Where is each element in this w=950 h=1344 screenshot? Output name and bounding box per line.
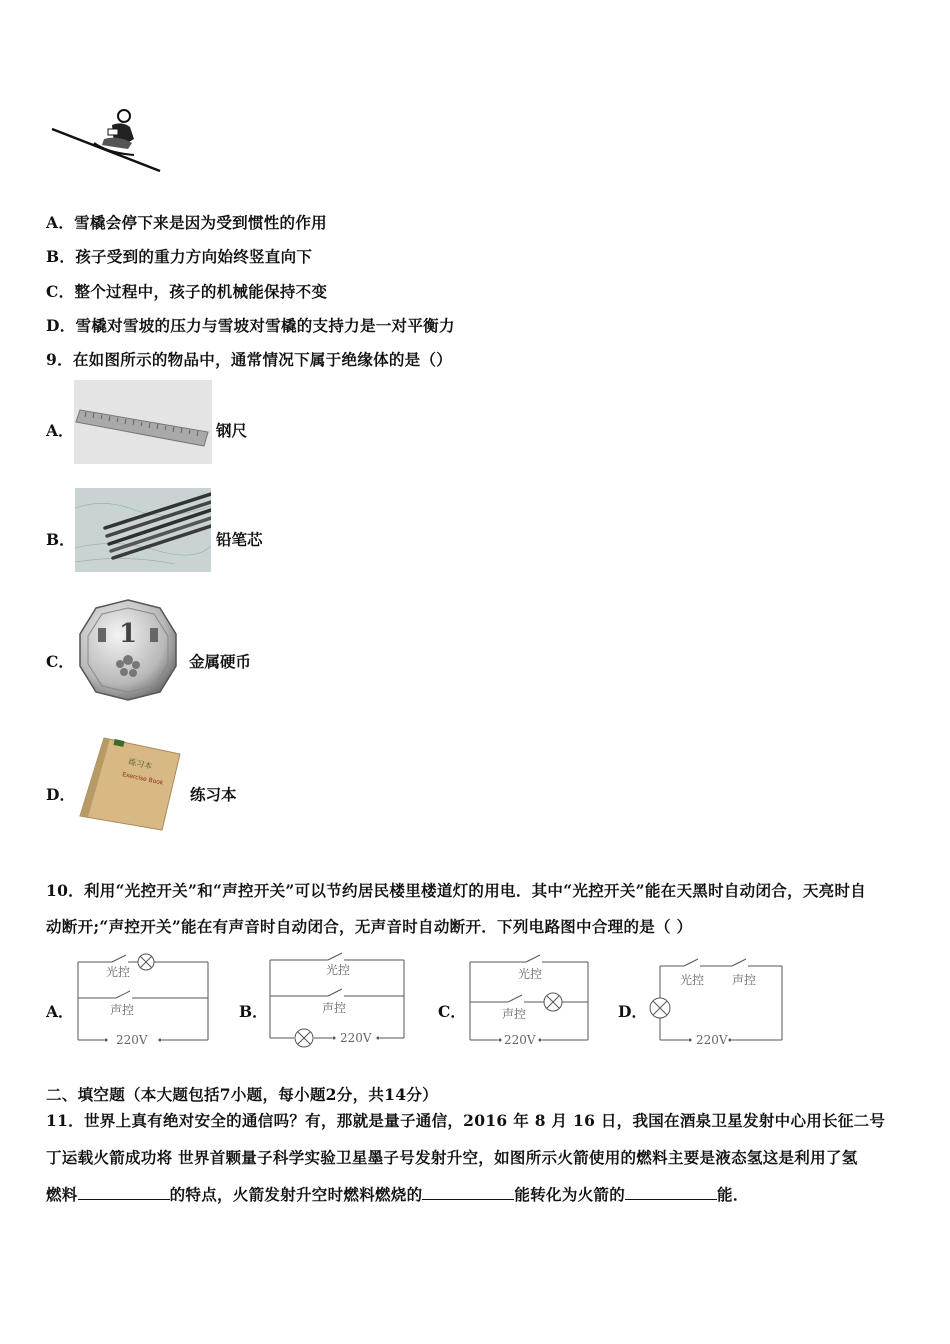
q11-blank-3[interactable] <box>625 1185 717 1200</box>
circuit-c-voltage-label: 220V <box>504 1033 536 1047</box>
circuit-c-light-switch-label: 光控 <box>518 967 543 981</box>
coin-value: 1 <box>118 619 138 649</box>
q9-option-b-letter: B． <box>46 530 75 549</box>
q11-line2: 丁运载火箭成功将 世界首颗量子科学实验卫星墨子号发射升空，如图所示火箭使用的燃料主要是液态氢这是利用了氢 <box>46 1148 858 1167</box>
circuit-c-sound-switch-label: 声控 <box>502 1007 527 1021</box>
circuit-d-light-switch-label: 光控 <box>680 973 705 987</box>
q10-option-d-letter: D． <box>618 1002 647 1021</box>
circuit-d-sound-switch-label: 声控 <box>732 973 757 987</box>
pencil-leads-photo <box>75 488 211 572</box>
steel-ruler-photo <box>74 380 212 464</box>
q11-blank-1[interactable] <box>78 1185 170 1200</box>
circuit-diagram-b <box>268 952 406 1048</box>
q11-line3-part-d: 能． <box>717 1185 749 1204</box>
metal-coin-photo <box>76 598 180 702</box>
q9-stem: 9．在如图所示的物品中，通常情况下属于绝缘体的是（） <box>46 350 453 369</box>
q10-option-a-letter: A． <box>46 1002 74 1021</box>
circuit-a-light-switch-label: 光控 <box>106 965 131 979</box>
q9-option-d-letter: D． <box>46 785 75 804</box>
circuit-b-light-switch-label: 光控 <box>326 963 351 977</box>
q10-option-b-letter: B． <box>239 1002 268 1021</box>
q10-option-c-letter: C． <box>438 1002 466 1021</box>
q11-line3-part-a: 燃料 <box>46 1185 78 1204</box>
q11-blank-2[interactable] <box>422 1185 514 1200</box>
q11-line3-part-c: 能转化为火箭的 <box>514 1185 626 1204</box>
sled-slope-illustration <box>48 105 168 175</box>
section-heading-fill-in: 二、填空题（本大题包括7小题，每小题2分，共14分） <box>46 1085 438 1104</box>
q10-stem-line2: 动断开;“声控开关”能在有声音时自动闭合，无声音时自动断开．下列电路图中合理的是（ ） <box>46 917 693 936</box>
q11-line3-part-b: 的特点，火箭发射升空时燃料燃烧的 <box>169 1185 423 1204</box>
book-title: 练习本 <box>127 757 153 771</box>
q9-option-a-letter: A． <box>46 421 74 440</box>
circuit-d-voltage-label: 220V <box>696 1033 728 1047</box>
q9-option-c-label: 金属硬币 <box>189 652 252 671</box>
q10-stem-line1: 10．利用“光控开关”和“声控开关”可以节约居民楼里楼道灯的用电．其中“光控开关”能在天黑时自动闭合，天亮时自 <box>46 881 867 900</box>
q9-option-d-label: 练习本 <box>190 785 237 804</box>
book-subtitle: Exercise Book <box>121 771 164 787</box>
circuit-diagram-d <box>648 952 784 1048</box>
q11-line1: 11．世界上真有绝对安全的通信吗？有，那就是量子通信，2016 年 8 月 16 日，我国在酒泉卫星发射中心用长征二号 <box>46 1111 886 1130</box>
q9-option-c-letter: C． <box>46 652 74 671</box>
circuit-b-voltage-label: 220V <box>340 1031 372 1045</box>
circuit-a-sound-switch-label: 声控 <box>110 1003 135 1017</box>
circuit-b-sound-switch-label: 声控 <box>322 1001 347 1015</box>
q9-option-a-label: 钢尺 <box>216 421 248 440</box>
q11-line3 <box>46 1183 749 1205</box>
circuit-a-voltage-label: 220V <box>116 1033 148 1047</box>
circuit-diagram-a <box>76 952 210 1048</box>
exercise-book-photo <box>76 736 186 832</box>
q9-option-b-label: 铅笔芯 <box>216 530 263 549</box>
circuit-diagram-c <box>468 952 590 1048</box>
